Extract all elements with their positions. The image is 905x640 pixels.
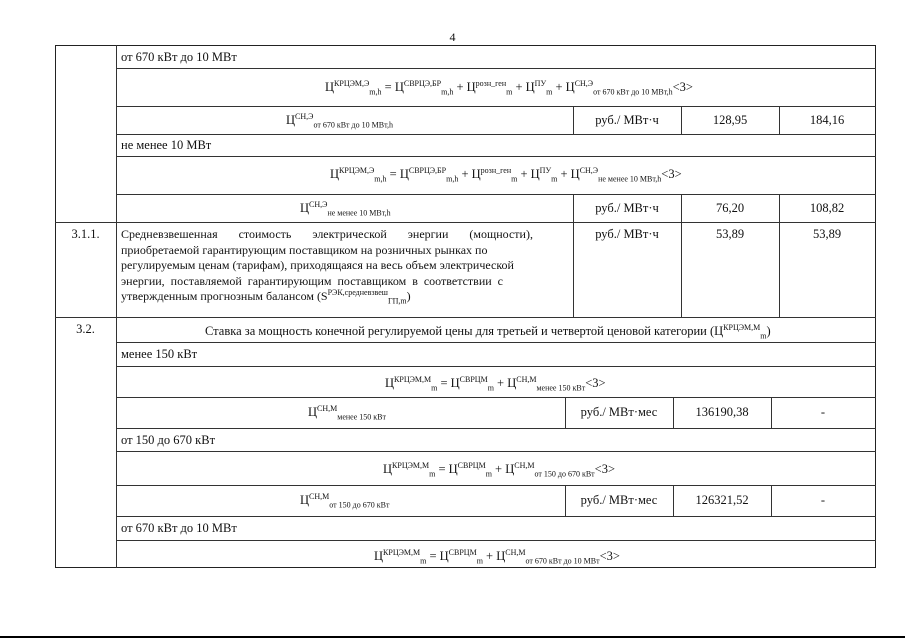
value-cell: - <box>820 405 826 419</box>
item-number: 3.2. <box>76 322 95 336</box>
value-cell: 184,16 <box>809 113 845 127</box>
row-divider <box>116 68 876 69</box>
row-label: от 670 кВт до 10 МВт <box>121 521 237 535</box>
unit-cell: руб./ МВт·мес <box>580 405 658 419</box>
table-border-right <box>875 45 876 568</box>
row-divider <box>116 194 876 195</box>
value-symbol: $Ц^{СН,М}_{менее 150 кВт}$ <box>308 403 386 422</box>
row-divider <box>116 156 876 157</box>
formula-1: $Ц^{КРЦЭМ,Э}_{m,h} = Ц^{СВРЦЭ,БР}_{m,h} + Ц^{розн\_ген}_m + Ц^{ПУ}_m + Ц^{СН,Э}_{от 670 кВт до 10 МВт,h}<3>$ <box>325 78 693 97</box>
value-cell: - <box>820 493 826 507</box>
row-divider <box>116 540 876 541</box>
formula-2: $Ц^{КРЦЭМ,Э}_{m,h} = Ц^{СВРЦЭ,БР}_{m,h} + Ц^{розн\_ген}_m + Ц^{ПУ}_m + Ц^{СН,Э}_{не менее 10 МВт,h}<3>$ <box>330 165 682 184</box>
value-cell: 128,95 <box>712 113 748 127</box>
value-symbol: $Ц^{СН,Э}_{не менее 10 МВт,h}$ <box>300 199 391 218</box>
value-cell: 53,89 <box>812 227 842 241</box>
value-cell: 136190,38 <box>695 405 749 419</box>
row-label: не менее 10 МВт <box>121 138 212 152</box>
value-cell: 53,89 <box>715 227 745 241</box>
section-title: Ставка за мощность конечной регулируемой цены для третьей и четвертой ценовой категории $(Ц^{КРЦЭМ,М}_m)$ <box>205 322 771 341</box>
value-symbol: $Ц^{СН,М}_{от 150 до 670 кВт}$ <box>300 491 390 510</box>
row-divider <box>116 451 876 452</box>
formula-4: $Ц^{КРЦЭМ,М}_m = Ц^{СВРЦМ}_m + Ц^{СН,М}_{от 150 до 670 кВт}<3>$ <box>383 460 616 479</box>
row-divider <box>116 516 876 517</box>
item-number: 3.1.1. <box>71 227 100 241</box>
unit-cell: руб./ МВт·ч <box>595 227 659 241</box>
col-divider-number <box>116 45 117 568</box>
value-symbol: $Ц^{СН,Э}_{от 670 кВт до 10 МВт,h}$ <box>286 111 393 130</box>
row-label: менее 150 кВт <box>121 347 198 361</box>
formula-5: $Ц^{КРЦЭМ,М}_m = Ц^{СВРЦМ}_m + Ц^{СН,М}_{от 670 кВт до 10 МВт}<3>$ <box>374 547 620 566</box>
scan-edge <box>0 636 905 638</box>
row-divider <box>116 366 876 367</box>
value-cell: 76,20 <box>715 201 745 215</box>
table-border-top <box>55 45 876 46</box>
unit-cell: руб./ МВт·ч <box>595 113 659 127</box>
row-divider <box>116 342 876 343</box>
table-border-bottom <box>55 567 876 568</box>
row-divider <box>116 106 876 107</box>
page-number: 4 <box>449 30 456 44</box>
row-divider <box>55 317 876 318</box>
unit-cell: руб./ МВт·ч <box>595 201 659 215</box>
row-label: от 670 кВт до 10 МВт <box>121 50 237 64</box>
row-divider <box>116 428 876 429</box>
row-divider <box>55 222 876 223</box>
unit-cell: руб./ МВт·мес <box>580 493 658 507</box>
item-description: Средневзвешенная стоимость электрической энергии (мощности), приобретаемой гарантирующим поставщиком на розничных рынках по регулируемым ценам (тарифам), приходящаяся на весь объем электрической энергии, поставляемой гарантирующим поставщиком в соответствии с утвержденным прогнозным балансом $(S^{РЭК,средневзвеш}_{ГП,m})$ <box>121 227 533 306</box>
row-divider <box>116 134 876 135</box>
row-divider <box>116 485 876 486</box>
value-cell: 126321,52 <box>695 493 749 507</box>
table-border-left <box>55 45 56 568</box>
value-cell: 108,82 <box>809 201 845 215</box>
formula-3: $Ц^{КРЦЭМ,М}_m = Ц^{СВРЦМ}_m + Ц^{СН,М}_{менее 150 кВт}<3>$ <box>385 374 606 393</box>
row-label: от 150 до 670 кВт <box>121 433 216 447</box>
row-divider <box>116 397 876 398</box>
